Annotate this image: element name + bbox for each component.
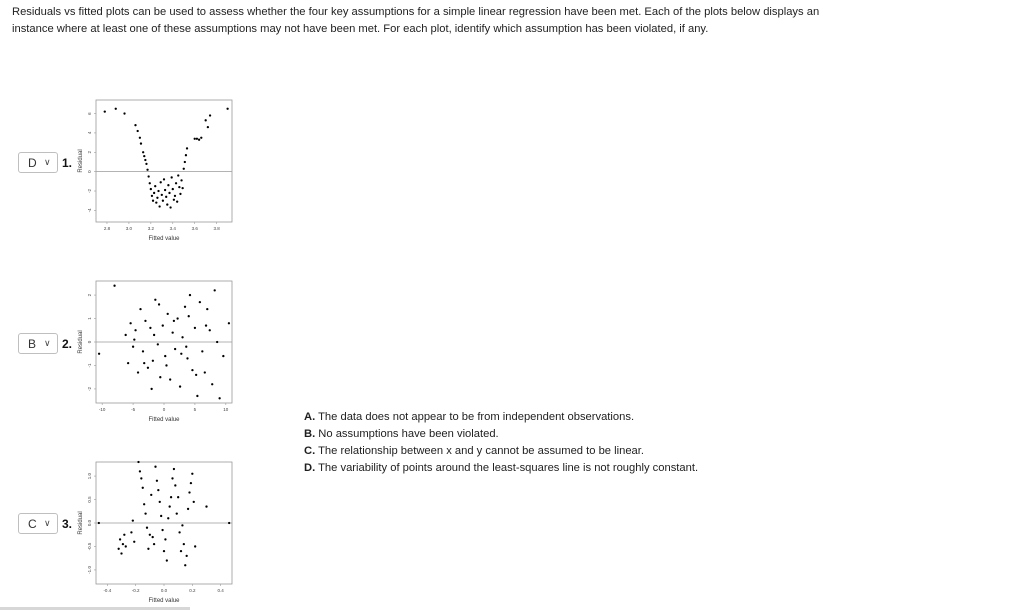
data-point [164, 189, 166, 191]
question-number-1: 1. [62, 156, 73, 170]
x-axis-label: Fitted value [148, 417, 180, 423]
data-point [171, 176, 173, 178]
data-point [209, 329, 211, 331]
y-tick-label: 1.0 [87, 472, 92, 480]
data-point [129, 322, 131, 324]
x-tick-label: 2.8 [103, 226, 111, 231]
data-point [155, 201, 157, 203]
x-tick-label: 3.4 [169, 226, 176, 231]
data-point [167, 184, 169, 186]
data-point [180, 353, 182, 355]
data-point [150, 188, 152, 190]
data-point [189, 294, 191, 296]
y-axis-label: Residual [78, 511, 84, 535]
y-axis-label: Residual [78, 149, 84, 173]
data-point [188, 491, 190, 493]
data-point [186, 147, 188, 149]
data-point [205, 324, 207, 326]
data-point [152, 360, 154, 362]
answer-dropdown-2[interactable] [18, 333, 58, 354]
data-point [98, 522, 100, 524]
data-point [147, 175, 149, 177]
data-point [122, 543, 124, 545]
data-point [178, 531, 180, 533]
data-point [163, 178, 165, 180]
x-tick-label: 3.0 [125, 226, 133, 231]
x-tick-label: 3.8 [213, 226, 220, 231]
y-tick-label: -2 [87, 386, 92, 391]
x-tick-label: 0.0 [160, 588, 168, 593]
data-point [154, 466, 156, 468]
data-point [172, 188, 174, 190]
data-point [142, 487, 144, 489]
data-point [130, 531, 132, 533]
data-point [147, 548, 149, 550]
data-point [191, 369, 193, 371]
option-b [304, 426, 698, 443]
data-point [164, 355, 166, 357]
data-point [193, 501, 195, 503]
data-point [190, 482, 192, 484]
chevron-down-icon: ∨ [44, 338, 51, 348]
data-point [198, 139, 200, 141]
data-point [167, 517, 169, 519]
option-text: The relationship between x and y cannot be assumed to be linear. [318, 445, 644, 457]
data-point [209, 114, 211, 116]
data-point [123, 534, 125, 536]
question-number-2: 2. [62, 337, 73, 351]
x-tick-label: 5 [193, 407, 197, 412]
data-point [154, 299, 156, 301]
data-point [166, 559, 168, 561]
dropdown-value: D [28, 155, 37, 170]
y-tick-label: 0.5 [87, 496, 92, 503]
data-point [176, 512, 178, 514]
data-point [147, 367, 149, 369]
data-point [144, 159, 146, 161]
data-point [206, 308, 208, 310]
y-tick-label: 2 [87, 293, 92, 297]
data-point [160, 515, 162, 517]
data-point [160, 181, 162, 183]
data-point [174, 484, 176, 486]
data-point [159, 501, 161, 503]
data-point [158, 205, 160, 207]
data-point [222, 355, 224, 357]
y-tick-label: -4 [87, 208, 92, 213]
answer-options-list [304, 409, 698, 477]
data-point [214, 289, 216, 291]
data-point [153, 543, 155, 545]
data-point [144, 320, 146, 322]
data-point [153, 334, 155, 336]
data-point [119, 538, 121, 540]
data-point [143, 503, 145, 505]
data-point [170, 496, 172, 498]
data-point [157, 489, 159, 491]
answer-dropdown-1[interactable] [18, 152, 58, 173]
data-point [161, 529, 163, 531]
question-number-3: 3. [62, 517, 73, 531]
data-point [180, 179, 182, 181]
data-point [157, 343, 159, 345]
data-point [201, 350, 203, 352]
data-point [167, 313, 169, 315]
data-point [149, 327, 151, 329]
data-point [228, 322, 230, 324]
data-point [186, 555, 188, 557]
data-point [161, 194, 163, 196]
data-point [145, 163, 147, 165]
data-point [179, 385, 181, 387]
data-point [194, 327, 196, 329]
data-point [194, 138, 196, 140]
data-point [152, 200, 154, 202]
data-point [216, 341, 218, 343]
data-point [173, 468, 175, 470]
data-point [196, 138, 198, 140]
data-point [163, 550, 165, 552]
x-tick-label: -5 [131, 407, 136, 412]
data-point [174, 195, 176, 197]
data-point [168, 192, 170, 194]
option-letter: B. [304, 428, 316, 440]
data-point [113, 285, 115, 287]
answer-dropdown-3[interactable] [18, 513, 58, 534]
x-axis-label: Fitted value [148, 598, 180, 604]
data-point [177, 174, 179, 176]
data-point [134, 124, 136, 126]
data-point [137, 461, 139, 463]
y-tick-label: 4 [87, 131, 92, 135]
data-point [175, 182, 177, 184]
data-point [180, 550, 182, 552]
data-point [125, 334, 127, 336]
residual-plot-1 [72, 95, 242, 245]
data-point [118, 548, 120, 550]
option-a [304, 409, 698, 426]
data-point [98, 353, 100, 355]
data-point [196, 395, 198, 397]
data-point [171, 477, 173, 479]
data-point [185, 346, 187, 348]
data-point [181, 336, 183, 338]
data-point [183, 168, 185, 170]
data-point [137, 130, 139, 132]
data-point [143, 362, 145, 364]
data-point [142, 350, 144, 352]
data-point [191, 473, 193, 475]
y-tick-label: 1 [87, 317, 92, 320]
data-point [200, 137, 202, 139]
data-point [195, 374, 197, 376]
data-point [127, 362, 129, 364]
data-point [218, 397, 220, 399]
data-point [150, 388, 152, 390]
data-point [158, 303, 160, 305]
option-c [304, 443, 698, 460]
data-point [143, 155, 145, 157]
data-point [169, 378, 171, 380]
x-tick-label: -0.2 [131, 588, 140, 593]
x-tick-label: 3.2 [147, 226, 154, 231]
data-point [165, 364, 167, 366]
data-point [199, 301, 201, 303]
data-point [181, 187, 183, 189]
data-point [173, 199, 175, 201]
data-point [162, 200, 164, 202]
data-point [226, 108, 228, 110]
data-point [166, 203, 168, 205]
y-tick-label: -1 [87, 363, 92, 368]
data-point [183, 543, 185, 545]
y-axis-label: Residual [78, 330, 84, 354]
data-point [139, 470, 141, 472]
data-point [174, 348, 176, 350]
x-tick-label: -10 [98, 407, 106, 412]
data-point [140, 477, 142, 479]
data-point [139, 308, 141, 310]
plot-frame [96, 100, 232, 222]
x-tick-label: 0.2 [189, 588, 196, 593]
x-tick-label: 3.6 [191, 226, 198, 231]
x-axis-label: Fitted value [148, 236, 180, 242]
data-point [152, 536, 154, 538]
data-point [153, 192, 155, 194]
data-point [187, 508, 189, 510]
data-point [151, 195, 153, 197]
y-tick-label: 0 [87, 170, 92, 173]
y-tick-label: 0.0 [87, 519, 92, 527]
data-point [120, 552, 122, 554]
data-point [176, 201, 178, 203]
data-point [211, 383, 213, 385]
y-tick-label: 6 [87, 112, 92, 115]
y-tick-label: 2 [87, 151, 92, 154]
instructions-text: Residuals vs fitted plots can be used to assess whether the four key assumptions for a simple linear regression have been met. Each of the plots below displays an instance where at least one of these assumptions may not have been met. For each plot, identify which assumption has been violated, if any. [12, 6, 820, 35]
y-tick-label: -1.0 [87, 566, 92, 574]
data-point [146, 527, 148, 529]
data-point [115, 108, 117, 110]
data-point [142, 151, 144, 153]
chevron-down-icon: ∨ [44, 518, 51, 528]
data-point [132, 520, 134, 522]
data-point [146, 169, 148, 171]
data-point [194, 545, 196, 547]
data-point [186, 357, 188, 359]
x-tick-label: -0.4 [103, 588, 112, 593]
data-point [181, 524, 183, 526]
data-point [144, 512, 146, 514]
data-point [173, 320, 175, 322]
y-tick-label: 0 [87, 340, 92, 344]
x-tick-label: 10 [223, 407, 229, 412]
data-point [139, 137, 141, 139]
option-text: No assumptions have been violated. [318, 428, 499, 440]
data-point [205, 505, 207, 507]
data-point [164, 538, 166, 540]
data-point [188, 315, 190, 317]
y-tick-label: -0.5 [87, 542, 92, 551]
option-letter: A. [304, 411, 316, 423]
dropdown-value: C [28, 516, 37, 531]
data-point [140, 142, 142, 144]
option-d [304, 460, 698, 477]
data-point [169, 505, 171, 507]
data-point [205, 119, 207, 121]
data-point [185, 154, 187, 156]
x-tick-label: 0 [162, 407, 166, 412]
data-point [134, 329, 136, 331]
data-point [132, 346, 134, 348]
data-point [156, 480, 158, 482]
data-point [154, 185, 156, 187]
data-point [207, 126, 209, 128]
data-point [169, 206, 171, 208]
data-point [133, 339, 135, 341]
data-point [204, 371, 206, 373]
data-point [137, 371, 139, 373]
data-point [123, 112, 125, 114]
y-tick-label: -2 [87, 189, 92, 194]
data-point [178, 186, 180, 188]
option-letter: D. [304, 462, 316, 474]
data-point [172, 331, 174, 333]
data-point [157, 190, 159, 192]
data-point [156, 197, 158, 199]
data-point [149, 534, 151, 536]
data-point [176, 317, 178, 319]
option-letter: C. [304, 445, 316, 457]
data-point [150, 494, 152, 496]
data-point [228, 522, 230, 524]
data-point [184, 564, 186, 566]
residual-plot-2 [72, 276, 242, 426]
data-point [184, 161, 186, 163]
data-point [177, 496, 179, 498]
data-point [104, 110, 106, 112]
data-point [179, 193, 181, 195]
data-point [184, 306, 186, 308]
data-point [162, 324, 164, 326]
x-tick-label: 0.4 [217, 588, 224, 593]
data-point [125, 545, 127, 547]
chevron-down-icon: ∨ [44, 157, 51, 167]
residual-plot-3 [72, 457, 242, 607]
data-point [149, 182, 151, 184]
data-point [165, 196, 167, 198]
dropdown-value: B [28, 336, 37, 351]
option-text: The data does not appear to be from independent observations. [318, 411, 635, 423]
data-point [159, 376, 161, 378]
option-text: The variability of points around the least-squares line is not roughly constant. [318, 462, 699, 474]
data-point [133, 541, 135, 543]
